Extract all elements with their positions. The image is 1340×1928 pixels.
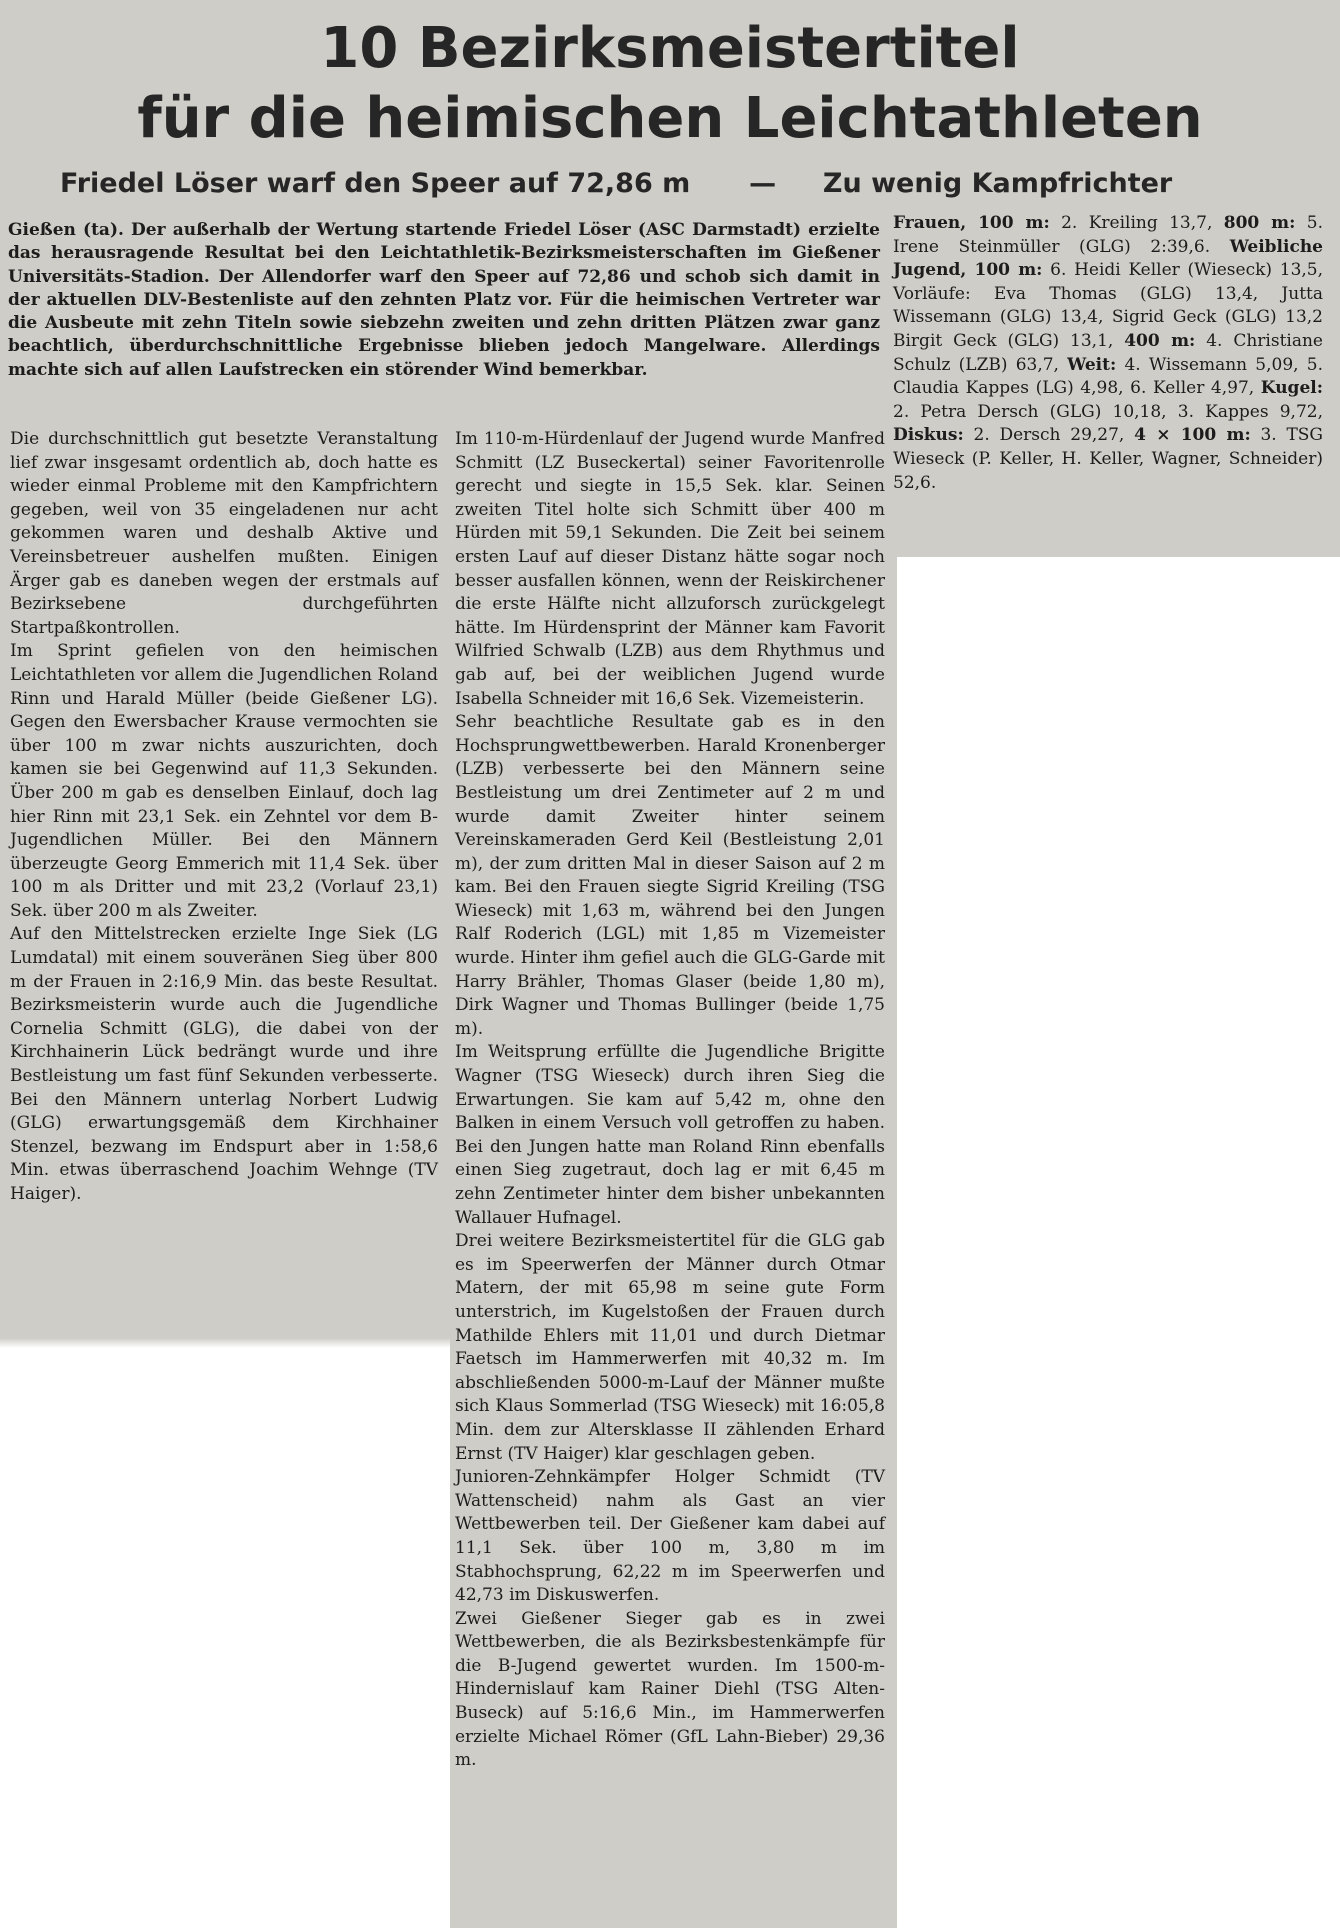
results-label: 800 m:	[1223, 213, 1296, 233]
clipping-torn-edge	[0, 1338, 450, 1348]
results-text	[893, 212, 1323, 495]
paragraph: Auf den Mittelstrecken erzielte Inge Siek (LG Lumdatal) mit einem souveränen Sieg über 800 m der Frauen in 2:16,9 Min. das beste Resultat. Bezirksmeisterin wurde auch die Jugendliche Cornelia Schmitt (GLG), die dabei von der Kirchhainerin Lück bedrängt wurde und ihre Bestleistung um fast fünf Sekunden verbesserte. Bei den Männern unterlag Norbert Ludwig (GLG) erwartungsgemäß dem Kirchhainer Stenzel, bezwang im Endspurt aber in 1:58,6 Min. etwas überraschend Joachim Wehnge (TV Haiger).	[10, 924, 438, 1204]
results-label: Kugel:	[1260, 378, 1323, 399]
paragraph: Im Sprint gefielen von den heimischen Leichtathleten vor allem die Jugendlichen Roland Rinn und Harald Müller (beide Gießener LG). Gegen den Ewersbacher Krause vermochten sie über 100 m zwar nichts auszurichten, doch kamen sie bei Gegenwind auf 11,3 Sekunden. Über 200 m gab es denselben Einlauf, doch lag hier Rinn mit 23,1 Sek. ein Zehntel vor dem B-Jugendlichen Müller. Bei den Männern überzeugte Georg Emmerich mit 11,4 Sek. über 100 m als Dritter und mit 23,2 (Vorlauf 23,1) Sek. über 200 m als Zweiter.	[10, 641, 438, 921]
results-label: 4 × 100 m:	[1134, 425, 1251, 446]
results-value: 5. Irene Steinmüller (GLG) 2:39,6.	[893, 213, 1323, 257]
results-value: 2. Dersch 29,27,	[963, 425, 1135, 446]
headline-line-1: 10 Bezirksmeistertitel	[320, 16, 1020, 81]
lead-paragraph	[8, 219, 880, 382]
results-value: 4. Wissemann 5,09, 5. Claudia Kappes (LG) 4,98, 6. Keller 4,97,	[893, 354, 1323, 399]
paragraph: Zwei Gießener Sieger gab es in zwei Wettbewerben, die als Bezirksbestenkämpfe für die B-Jugend gewertet wurden. Im 1500-m-Hindernislauf kam Rainer Diehl (TSG Alten-Buseck) auf 5:16,6 Min., im Hammerwerfen erzielte Michael Römer (GfL Lahn-Bieber) 29,36 m.	[455, 1608, 885, 1771]
lead-text: Gießen (ta). Der außerhalb der Wertung startende Friedel Löser (ASC Darmstadt) erzielte das herausragende Resultat bei den Leichtathletik-Bezirksmeisterschaften im Gießener Universitäts-Stadion. Der Allendorfer warf den Speer auf 72,86 und schob sich damit in der aktuellen DLV-Bestenliste auf den zehnten Platz vor. Für die heimischen Vertreter war die Ausbeute mit zehn Titeln sowie siebzehn zweiten und zehn dritten Plätzen zwar ganz beachtlich, überdurchschnittliche Ergebnisse blieben jedoch Mangelware. Allerdings machte sich auf allen Laufstrecken ein störender Wind bemerkbar.	[8, 220, 880, 380]
paragraph: Im Weitsprung erfüllte die Jugendliche Brigitte Wagner (TSG Wieseck) durch ihren Sieg die Erwartungen. Sie kam auf 5,42 m, ohne den Balken in einem Versuch voll getroffen zu haben. Bei den Jungen hatte man Roland Rinn ebenfalls einen Sieg zugetraut, doch lag er mit 6,45 m zehn Zentimeter hinter dem bisher unbekannten Wallauer Hufnagel.	[455, 1042, 885, 1228]
paragraph: Drei weitere Bezirksmeistertitel für die GLG gab es im Speerwerfen der Männer durch Otmar Matern, der mit 65,98 m seine gute Form unterstrich, im Kugelstoßen der Frauen durch Mathilde Ehlers mit 11,01 und durch Dietmar Faetsch im Hammerwerfen mit 40,32 m. Im abschließenden 5000-m-Lauf der Männer mußte sich Klaus Sommerlad (TSG Wieseck) mit 16:05,8 Min. dem zur Altersklasse II zählenden Erhard Ernst (TV Haiger) klar geschlagen geben.	[455, 1231, 885, 1464]
paragraph: Die durchschnittlich gut besetzte Veranstaltung lief zwar insgesamt ordentlich ab, doch hatte es wieder einmal Probleme mit den Kampfrichtern gegeben, weil von 35 eingeladenen nur acht gekommen waren und deshalb Aktive und Vereinsbetreuer aushelfen mußten. Einigen Ärger gab es daneben wegen der erstmals auf Bezirksebene durchgeführten Startpaßkontrollen.	[10, 429, 438, 638]
paragraph: Junioren-Zehnkämpfer Holger Schmidt (TV Wattenscheid) nahm als Gast an vier Wettbewerben teil. Der Gießener kam dabei auf 11,1 Sek. über 100 m, 3,80 m im Stabhochsprung, 62,22 m im Speerwerfen und 42,73 im Diskuswerfen.	[455, 1467, 885, 1606]
paragraph: Im 110-m-Hürdenlauf der Jugend wurde Manfred Schmitt (LZ Buseckertal) seiner Favoritenrolle gerecht und siegte in 15,5 Sek. klar. Seinen zweiten Titel holte sich Schmitt über 400 m Hürden mit 59,1 Sekunden. Die Zeit bei seinem ersten Lauf auf dieser Distanz hätte sogar noch besser ausfallen können, wenn der Reiskirchener die erste Hälfte nicht allzuforsch zurückgelegt hätte. Im Hürdensprint der Männer kam Favorit Wilfried Schwalb (LZB) aus dem Rhythmus und gab auf, bei der weiblichen Jugend wurde Isabella Schneider mit 16,6 Sek. Vizemeisterin.	[455, 429, 885, 709]
subheadline	[60, 166, 1280, 202]
results-value: 3. TSG Wieseck (P. Keller, H. Keller, Wagner, Schneider) 52,6.	[893, 425, 1324, 493]
results-column	[893, 212, 1323, 495]
results-label: Weit:	[1067, 354, 1117, 375]
article-column-1	[10, 428, 438, 1207]
article-column-2	[455, 428, 885, 1773]
results-value: 6. Heidi Keller (Wieseck) 13,5, Vorläufe: Eva Thomas (GLG) 13,4, Jutta Wissemann (GLG) 13,4, Sigrid Geck (GLG) 13,2 Birgit Geck (GLG) 13,1,	[893, 260, 1324, 351]
results-value: 2. Petra Dersch (GLG) 10,18, 3. Kappes 9,72,	[893, 401, 1323, 422]
paragraph: Sehr beachtliche Resultate gab es in den Hochsprungwettbewerben. Harald Kronenberger (LZB) verbesserte bei den Männern seine Bestleistung um drei Zentimeter auf 2 m und wurde damit Zweiter hinter seinem Vereinskameraden Gerd Keil (Bestleistung 2,01 m), der zum dritten Mal in dieser Saison auf 2 m kam. Bei den Frauen siegte Sigrid Kreiling (TSG Wieseck) mit 1,63 m, während bei den Jungen Ralf Roderich (LGL) mit 1,85 m Vizemeister wurde. Hinter ihm gefiel auch die GLG-Garde mit Harry Brähler, Thomas Glaser (beide 1,80 m), Dirk Wagner und Thomas Bullinger (beide 1,75 m).	[455, 712, 885, 1039]
results-label: Diskus:	[893, 425, 964, 446]
results-value: 4. Christiane Schulz (LZB) 63,7,	[893, 330, 1323, 375]
results-value: 2. Kreiling 13,7,	[1049, 213, 1224, 233]
headline-line-2: für die heimischen Leichtathleten	[137, 86, 1203, 151]
results-label: 400 m:	[1124, 330, 1196, 351]
results-label: Frauen, 100 m:	[893, 213, 1050, 233]
subheadline-dash: —	[749, 168, 777, 199]
results-label: Weibliche Jugend, 100 m:	[893, 236, 1323, 281]
subheadline-left: Friedel Löser warf den Speer auf 72,86 m	[60, 168, 691, 199]
subheadline-right: Zu wenig Kampfrichter	[822, 168, 1173, 199]
